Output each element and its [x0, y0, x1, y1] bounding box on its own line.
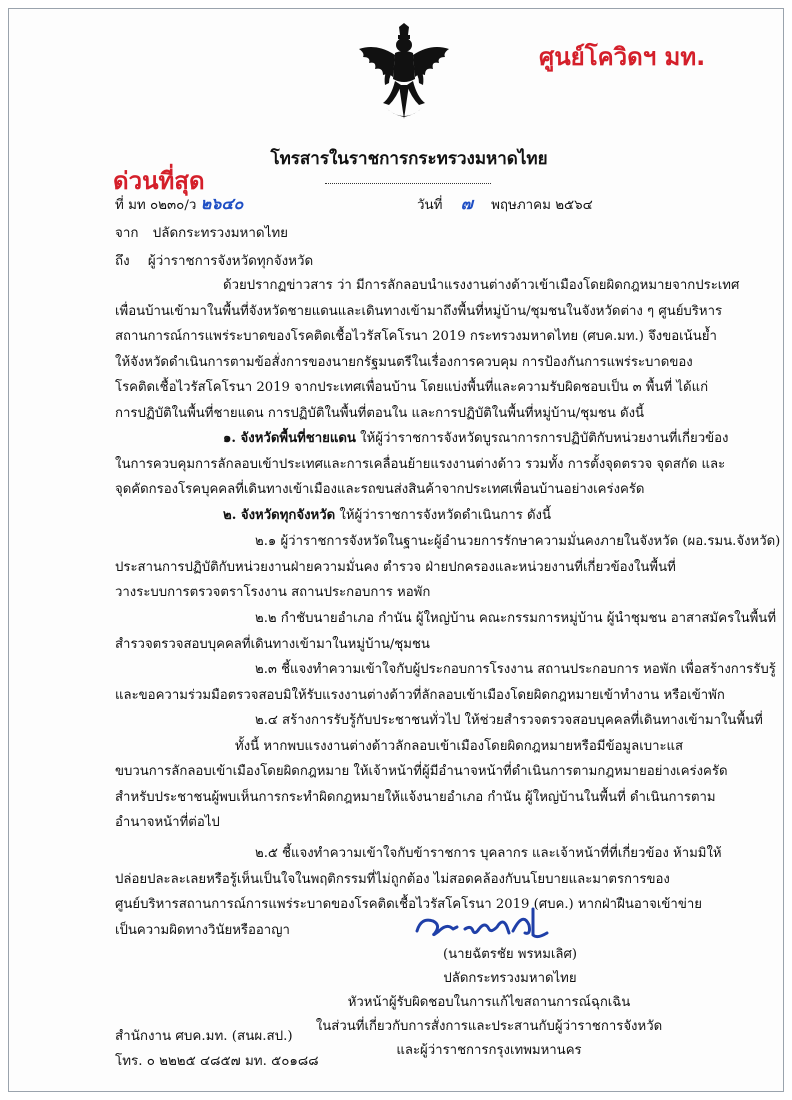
to-label: ถึง: [115, 254, 130, 269]
from-line: [115, 221, 288, 246]
sub-item-line: ขบวนการลักลอบเข้าเมืองโดยผิดกฎหมาย ให้เจ้าหน้าที่ผู้มีอำนาจหน้าที่ดำเนินการตามกฎหมายอย่างเคร่งครัด: [115, 764, 728, 779]
intro-line: โรคติดเชื้อไวรัสโคโรนา 2019 จากประเทศเพื่อนบ้าน โดยแบ่งพื้นที่และความรับผิดชอบเป็น ๓ พื้นที่ ได้แก่: [115, 380, 709, 395]
intro-line: การปฏิบัติในพื้นที่ชายแดน การปฏิบัติในพื้นที่ตอนใน และการปฏิบัติในพื้นที่หมู่บ้าน/ชุมชน ดังนี้: [115, 405, 645, 421]
signatory-role-line: ในส่วนที่เกี่ยวกับการสั่งการและประสานกับผู้ว่าราชการจังหวัด: [315, 1019, 663, 1034]
sub-item-line: ประสานการปฏิบัติกับหน่วยงานฝ่ายความมั่นคง ตำรวจ ฝ่ายปกครองและหน่วยงานที่เกี่ยวข้องในพื้นที่: [115, 559, 676, 575]
from-value: ปลัดกระทรวงมหาดไทย: [152, 226, 288, 241]
signatory-role-line: หัวหน้าผู้รับผิดชอบในการแก้ไขสถานการณ์ฉุกเฉิน: [347, 995, 631, 1010]
sub-item-line: ทั้งนี้ หากพบแรงงานต่างด้าวลักลอบเข้าเมืองโดยผิดกฎหมายหรือมีข้อมูลเบาะแส: [235, 738, 684, 754]
sub-item-line: ๒.๑ ผู้ว่าราชการจังหวัดในฐานะผู้อำนวยการรักษาความมั่นคงภายในจังหวัด (ผอ.รมน.จังหวัด): [255, 534, 781, 549]
date-month-year: พฤษภาคม ๒๕๖๔: [491, 198, 593, 213]
item-1-line: จุดคัดกรองโรคบุคคลที่เดินทางเข้าเมืองและรถขนส่งสินค้าจากประเทศเพื่อนบ้านอย่างเคร่งครัด: [115, 482, 645, 497]
item-2-paragraph: [115, 503, 715, 529]
intro-paragraph: [115, 273, 740, 426]
intro-line: สถานการณ์การแพร่ระบาดของโรคติดเชื้อไวรัสโคโรนา 2019 กระทรวงมหาดไทย (ศบค.มท.) จึงขอเน้นย้ำ: [115, 329, 717, 344]
item-1-line: ในการควบคุมการลักลอบเข้าประเทศและการเคลื่อนย้ายแรงงานต่างด้าว รวมทั้ง การตั้งจุดตรวจ จุดสกัด และ: [115, 456, 726, 472]
item-1-heading: ๑. จังหวัดพื้นที่ชายแดน: [223, 431, 356, 446]
center-stamp: ศูนย์โควิดฯ มท.: [539, 43, 706, 71]
sub-item-line: ศูนย์บริหารสถานการณ์การแพร่ระบาดของโรคติดเชื้อไวรัสโคโรนา 2019 (ศบค.) หากฝ่าฝืนอาจเข้าข่าย: [115, 897, 702, 912]
signatory-role-line: และผู้ว่าราชการกรุงเทพมหานคร: [396, 1043, 582, 1058]
reference-number-label: ที่ มท ๐๒๓๐/ว: [115, 198, 197, 213]
footer-office: สำนักงาน ศบค.มท. (สนผ.สป.): [115, 1029, 293, 1044]
footer-phone: โทร. ๐ ๒๒๒๕ ๔๘๕๗ มท. ๕๐๑๘๘: [115, 1054, 319, 1069]
sub-item-line: อำนาจหน้าที่ต่อไป: [115, 815, 220, 830]
date-day-handwritten: ๗: [460, 194, 473, 213]
sub-item-line: ปล่อยปละละเลยหรือรู้เห็นเป็นใจในพฤติกรรมที่ไม่ถูกต้อง ไม่สอดคล้องกับนโยบายและมาตรการของ: [115, 871, 670, 887]
title-dotted-line: [325, 183, 491, 184]
sub-item-2-4: [115, 708, 763, 836]
sub-item-line: วางระบบการตรวจตราโรงงาน สถานประกอบการ หอพัก: [115, 585, 431, 600]
urgency-stamp: ด่วนที่สุด: [113, 167, 205, 195]
date-line: [417, 191, 593, 218]
sub-item-2-2: [115, 606, 777, 657]
intro-line: เพื่อนบ้านเข้ามาในพื้นที่จังหวัดชายแดนและเดินทางเข้ามาถึงพื้นที่หมู่บ้าน/ชุมชนในจังหวัดต่าง ๆ ศูนย์บริหาร: [115, 303, 723, 319]
sub-item-line: ๒.๔ สร้างการรับรู้กับประชาชนทั่วไป ให้ช่วยสำรวจตรวจสอบบุคคลที่เดินทางเข้ามาในพื้นที่: [255, 713, 763, 728]
sub-item-line: สำรวจตรวจสอบบุคคลที่เดินทางเข้ามาในหมู่บ้าน/ชุมชน: [115, 636, 430, 652]
intro-line: ด้วยปรากฏข่าวสาร ว่า มีการลักลอบนำแรงงานต่างด้าวเข้าเมืองโดยผิดกฎหมายจากประเทศ: [223, 278, 740, 293]
to-line: [115, 249, 313, 274]
sub-item-line: เป็นความผิดทางวินัยหรืออาญา: [115, 922, 290, 938]
item-1-first-line: ให้ผู้ว่าราชการจังหวัดบูรณาการการปฏิบัติกับหน่วยงานที่เกี่ยวข้อง: [355, 431, 729, 446]
item-2-heading: ๒. จังหวัดทุกจังหวัด: [223, 508, 336, 523]
signatory-name: (นายฉัตรชัย พรหมเลิศ): [442, 947, 578, 962]
signature-block: [279, 943, 699, 1063]
sub-item-2-1: [115, 529, 781, 606]
sub-item-2-3: [115, 657, 776, 708]
garuda-emblem-icon: [355, 23, 453, 125]
reference-number-handwritten: ๒๖๔๐: [200, 194, 244, 213]
item-1-paragraph: [115, 426, 729, 503]
sub-item-line: ๒.๒ กำชับนายอำเภอ กำนัน ผู้ใหญ่บ้าน คณะกรรมการหมู่บ้าน ผู้นำชุมชน อาสาสมัครในพื้นที่: [255, 611, 777, 626]
sub-item-line: สำหรับประชาชนผู้พบเห็นการกระทำผิดกฎหมายให้แจ้งนายอำเภอ กำนัน ผู้ใหญ่บ้านในพื้นที่ ดำเนินการตาม: [115, 789, 716, 805]
to-value: ผู้ว่าราชการจังหวัดทุกจังหวัด: [147, 254, 314, 269]
date-label: วันที่: [417, 198, 443, 213]
sub-item-line: และขอความร่วมมือตรวจสอบมิให้รับแรงงานต่างด้าวที่ลักลอบเข้าเมืองโดยผิดกฎหมายเข้าทำงาน หรือเข้าพัก: [115, 687, 725, 703]
sub-item-line: ๒.๕ ชี้แจงทำความเข้าใจกับข้าราชการ บุคลากร และเจ้าหน้าที่ที่เกี่ยวข้อง ห้ามมิให้: [255, 846, 722, 861]
sub-item-line: ๒.๓ ชี้แจงทำความเข้าใจกับผู้ประกอบการโรงงาน สถานประกอบการ หอพัก เพื่อสร้างการรับรู้: [255, 662, 776, 677]
reference-line: [115, 191, 243, 218]
document-type-title: โทรสารในราชการกระทรวงมหาดไทย: [270, 149, 548, 169]
signatory-position: ปลัดกระทรวงมหาดไทย: [443, 971, 577, 986]
handwritten-signature: [413, 905, 563, 945]
intro-line: ให้จังหวัดดำเนินการตามข้อสั่งการของนายกรัฐมนตรีในเรื่องการควบคุม การป้องกันการแพร่ระบาดของ: [115, 354, 693, 370]
from-label: จาก: [115, 226, 139, 241]
document-page: [8, 8, 784, 1092]
item-2-first-line: ให้ผู้ว่าราชการจังหวัดดำเนินการ ดังนี้: [335, 508, 552, 523]
